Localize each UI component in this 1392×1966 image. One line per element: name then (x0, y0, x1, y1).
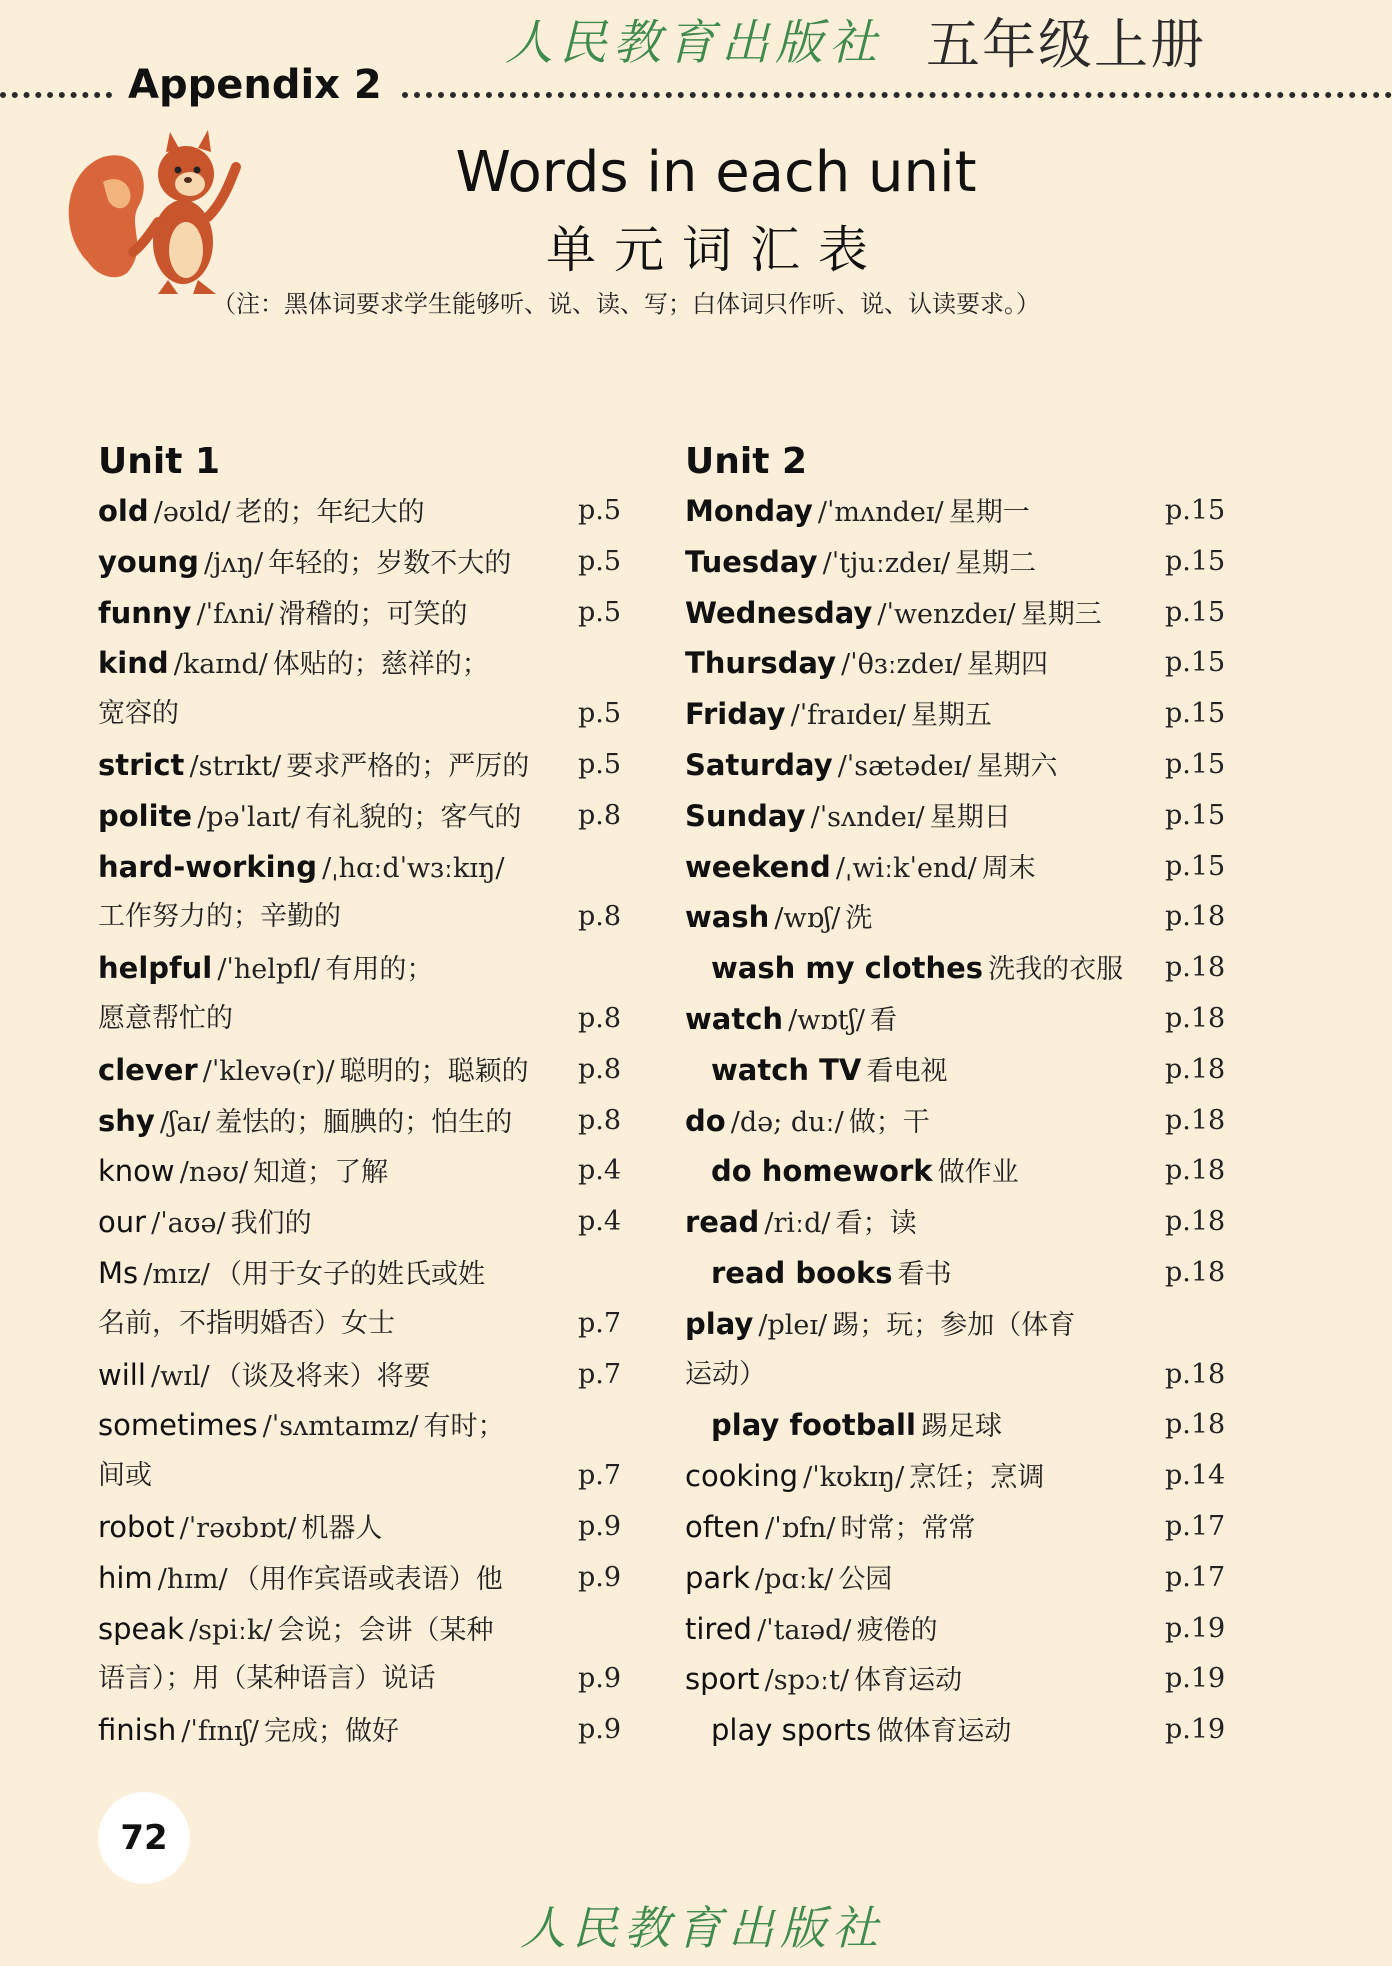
vocab-meaning: 做；干 (848, 1106, 930, 1138)
vocab-meaning: （用作宾语或表语）他 (232, 1563, 503, 1595)
vocab-meaning: 周末 (981, 852, 1036, 884)
vocab-meaning: 有礼貌的；客气的 (305, 801, 522, 833)
page-ref: p.7 (578, 1358, 622, 1390)
vocab-phonetic: /jʌŋ/ (203, 547, 264, 579)
page-ref: p.18 (1165, 1358, 1226, 1390)
vocab-meaning: 星期一 (948, 497, 1030, 528)
vocab-word: young (98, 544, 199, 579)
vocab-phonetic: /hɪm/ (157, 1563, 228, 1595)
page-ref: p.15 (1165, 596, 1226, 628)
vocab-meaning: 宽容的 (98, 698, 179, 730)
vocab-row (98, 1553, 620, 1604)
vocab-phonetic: /ˈfʌni/ (196, 598, 274, 630)
vocab-meaning: 名前，不指明婚否）女士 (98, 1307, 395, 1339)
page-ref: p.17 (1165, 1561, 1226, 1593)
page-ref: p.8 (578, 901, 622, 933)
vocab-word: our (98, 1205, 147, 1240)
vocab-word: watch (685, 1001, 784, 1036)
vocab-row (98, 1299, 620, 1350)
vocab-word: strict (98, 747, 185, 782)
vocab-phonetic: /ˈkʊkɪŋ/ (803, 1462, 905, 1494)
vocab-meaning: 踢足球 (921, 1411, 1003, 1443)
vocab-row (98, 1096, 620, 1147)
page-ref: p.15 (1165, 698, 1226, 730)
vocab-meaning: 看 (870, 1004, 898, 1036)
vocab-word: clever (98, 1052, 198, 1087)
vocab-row (685, 1299, 1225, 1350)
vocab-row (98, 1400, 620, 1451)
vocab-row (685, 486, 1225, 537)
vocab-phonetic: /wɒtʃ/ (788, 1004, 865, 1036)
vocab-word: read books (711, 1255, 893, 1290)
vocab-row (98, 588, 620, 639)
page-ref: p.5 (578, 495, 622, 526)
page-ref: p.7 (578, 1307, 622, 1339)
vocab-row (98, 1146, 620, 1197)
publisher-logo-bottom: 人民教育出版社 (520, 1901, 884, 1955)
vocab-phonetic: /ˈɒfn/ (765, 1512, 836, 1544)
page-ref: p.15 (1165, 545, 1226, 577)
page-title-cn: 单元词汇表 (546, 221, 886, 279)
vocab-meaning: 体育运动 (854, 1665, 963, 1697)
vocab-word: read (685, 1205, 760, 1240)
vocab-row (685, 791, 1225, 842)
vocab-phonetic: /ˈsʌmtaɪmz/ (262, 1411, 419, 1443)
unit-1-column (98, 438, 620, 1756)
page-ref: p.17 (1165, 1510, 1226, 1542)
vocab-meaning: 会说；会讲（某种 (277, 1614, 494, 1646)
page-ref: p.14 (1165, 1460, 1226, 1492)
page-ref: p.7 (578, 1460, 622, 1492)
page-ref: p.15 (1165, 495, 1226, 526)
vocab-meaning: 踢；玩；参加（体育 (832, 1309, 1076, 1341)
vocab-meaning: 看电视 (866, 1055, 948, 1087)
appendix-label: Appendix 2 (128, 62, 382, 108)
vocab-meaning: 体贴的；慈祥的； (272, 649, 489, 681)
page-ref: p.15 (1165, 647, 1226, 679)
vocab-meaning: 机器人 (301, 1512, 383, 1544)
vocab-phonetic: /ˈrəʊbɒt/ (179, 1512, 297, 1544)
vocab-word: old (98, 494, 149, 528)
vocab-meaning: 做体育运动 (876, 1716, 1012, 1748)
vocab-meaning: 工作努力的；辛勤的 (98, 901, 341, 933)
vocab-row (685, 1400, 1225, 1451)
vocab-word: Sunday (685, 798, 806, 833)
vocab-meaning: （谈及将来）将要 (214, 1360, 431, 1392)
vocab-row (98, 994, 620, 1045)
vocab-meaning: 滑稽的；可笑的 (278, 598, 468, 630)
vocab-phonetic: /ˈhelpfl/ (217, 954, 321, 986)
vocab-meaning: 做作业 (937, 1157, 1019, 1189)
vocab-row (685, 1197, 1225, 1248)
vocab-row (685, 689, 1225, 740)
page-title-en: Words in each unit (455, 140, 977, 205)
vocab-phonetic: /strɪkt/ (189, 750, 282, 782)
vocab-meaning: 公园 (838, 1563, 893, 1595)
unit-1-title: Unit 1 (98, 441, 220, 482)
vocab-word: funny (98, 595, 192, 630)
vocab-word: polite (98, 798, 193, 833)
vocab-meaning: 看；读 (835, 1208, 917, 1240)
vocab-word: park (685, 1560, 750, 1595)
vocab-row (685, 740, 1225, 791)
vocab-row (98, 740, 620, 791)
vocab-row (98, 638, 620, 689)
vocab-row (98, 1502, 620, 1553)
vocab-row (685, 1045, 1225, 1096)
vocab-phonetic: /də; duː/ (730, 1106, 844, 1138)
vocab-phonetic: /pɑːk/ (755, 1563, 834, 1595)
vocab-phonetic: /riːd/ (764, 1208, 831, 1240)
vocab-meaning: 完成；做好 (264, 1716, 399, 1748)
vocab-phonetic: /pleɪ/ (758, 1309, 828, 1341)
vocab-row (685, 1451, 1225, 1502)
vocab-row (685, 1553, 1225, 1604)
vocab-phonetic: /mɪz/ (143, 1258, 210, 1290)
vocab-phonetic: /əʊld/ (153, 497, 231, 528)
page-ref: p.15 (1165, 799, 1226, 831)
vocab-phonetic: /ˈsætədeɪ/ (837, 750, 972, 782)
vocab-phonetic: /nəʊ/ (179, 1157, 249, 1189)
page-ref: p.8 (578, 1053, 622, 1085)
unit-2-title: Unit 2 (685, 441, 807, 482)
publisher-logo-top: 人民教育出版社 (505, 15, 884, 71)
vocab-row (685, 994, 1225, 1045)
page-ref: p.18 (1165, 1104, 1226, 1136)
vocab-word: Saturday (685, 747, 833, 782)
vocab-word: do homework (711, 1154, 933, 1189)
vocab-phonetic: /kaɪnd/ (173, 649, 268, 681)
page-ref: p.19 (1165, 1663, 1226, 1695)
page-ref: p.15 (1165, 850, 1226, 882)
vocab-word: Monday (685, 494, 813, 528)
vocab-word: him (98, 1560, 153, 1595)
vocab-word: do (685, 1103, 726, 1138)
page-ref: p.19 (1165, 1714, 1226, 1746)
vocab-phonetic: /ˈmʌndeɪ/ (817, 497, 944, 528)
vocab-row (98, 1451, 620, 1502)
vocab-meaning: 星期日 (929, 801, 1011, 833)
vocab-word: sport (685, 1662, 760, 1697)
vocab-row (685, 1654, 1225, 1705)
vocab-phonetic: /ʃaɪ/ (159, 1106, 211, 1138)
vocab-meaning: 星期三 (1020, 598, 1102, 630)
page-ref: p.18 (1165, 1409, 1226, 1441)
vocab-meaning: 有时； (423, 1411, 505, 1443)
vocab-phonetic: /wɒʃ/ (774, 903, 841, 935)
vocab-phonetic: /pəˈlaɪt/ (197, 801, 301, 833)
vocab-phonetic: /ˌwiːkˈend/ (835, 852, 977, 884)
dotted-rule-right (402, 92, 1392, 98)
vocab-row (98, 537, 620, 588)
vocab-word: play football (711, 1408, 916, 1443)
vocab-row (685, 892, 1225, 943)
page-ref: p.9 (578, 1561, 622, 1593)
vocab-word: watch TV (711, 1052, 862, 1087)
vocab-meaning: 洗 (845, 903, 873, 935)
vocab-word: finish (98, 1713, 177, 1748)
vocab-word: wash (685, 900, 770, 935)
vocab-row (685, 842, 1225, 893)
vocab-row (98, 1604, 620, 1655)
page-ref: p.5 (578, 748, 622, 780)
vocab-meaning: 我们的 (230, 1208, 312, 1240)
vocab-word: sometimes (98, 1408, 258, 1443)
vocab-word: tired (685, 1611, 752, 1646)
vocab-word: weekend (685, 849, 831, 884)
vocab-word: Thursday (685, 646, 836, 681)
vocab-meaning: 疲倦的 (856, 1614, 938, 1646)
vocab-phonetic: /ˈfraɪdeɪ/ (790, 700, 906, 732)
vocab-row (98, 1248, 620, 1299)
vocab-row (98, 1350, 620, 1401)
vocab-row (98, 842, 620, 893)
vocab-word: play (685, 1306, 754, 1341)
vocab-row (98, 1654, 620, 1705)
page-ref: p.8 (578, 799, 622, 831)
page-ref: p.5 (578, 596, 622, 628)
vocab-row (98, 1045, 620, 1096)
instruction-note: （注：黑体词要求学生能够听、说、读、写；白体词只作听、说、认读要求。） (212, 290, 1040, 318)
page-ref: p.18 (1165, 1053, 1226, 1085)
vocab-word: play sports (711, 1713, 872, 1748)
vocab-phonetic: /ˈθɜːzdeɪ/ (841, 649, 962, 681)
vocab-word: shy (98, 1103, 155, 1138)
vocab-row (98, 1197, 620, 1248)
page-ref: p.18 (1165, 1206, 1226, 1238)
page-number: 72 (98, 1792, 190, 1884)
vocab-phonetic: /ˈfɪnɪʃ/ (181, 1716, 259, 1748)
page-ref: p.9 (578, 1663, 622, 1695)
vocab-meaning: 洗我的衣服 (988, 954, 1124, 986)
vocab-word: Ms (98, 1255, 139, 1290)
vocab-meaning: 看书 (897, 1258, 952, 1290)
vocab-row (685, 943, 1225, 994)
vocab-meaning: 时常；常常 (840, 1512, 976, 1544)
vocab-meaning: 星期五 (910, 700, 992, 732)
vocab-row (685, 1096, 1225, 1147)
vocab-row (98, 1705, 620, 1756)
vocab-meaning: 要求严格的；严厉的 (286, 750, 530, 782)
page-ref: p.4 (578, 1155, 622, 1187)
page-ref: p.8 (578, 1002, 622, 1034)
page-ref: p.18 (1165, 901, 1226, 933)
vocab-word: robot (98, 1509, 175, 1544)
vocab-row (98, 791, 620, 842)
vocab-word: Friday (685, 697, 786, 732)
vocab-row (685, 588, 1225, 639)
vocab-meaning: 有用的； (325, 954, 434, 986)
vocab-row (685, 1350, 1225, 1401)
page-ref: p.4 (578, 1206, 622, 1238)
page-ref: p.18 (1165, 1256, 1226, 1288)
vocab-meaning: 愿意帮忙的 (98, 1002, 233, 1034)
vocab-phonetic: /wɪl/ (150, 1360, 210, 1392)
page-ref: p.18 (1165, 1002, 1226, 1034)
vocab-meaning: 星期六 (976, 750, 1058, 782)
vocab-phonetic: /ˈtjuːzdeɪ/ (822, 547, 951, 579)
vocab-meaning: 语言）；用（某种语言）说话 (98, 1663, 436, 1695)
vocab-row (98, 892, 620, 943)
vocab-meaning: 年轻的；岁数不大的 (268, 547, 512, 579)
page-ref: p.18 (1165, 1155, 1226, 1187)
vocab-meaning: （用于女子的姓氏或姓 (214, 1258, 485, 1290)
page-ref: p.15 (1165, 748, 1226, 780)
vocab-word: helpful (98, 951, 213, 986)
vocab-word: Wednesday (685, 595, 873, 630)
vocab-row (98, 486, 620, 537)
dotted-rule-left (0, 92, 112, 98)
page-ref: p.9 (578, 1714, 622, 1746)
vocab-phonetic: /ˈaʊə/ (151, 1208, 226, 1240)
vocab-meaning: 星期四 (967, 649, 1048, 681)
vocab-row (685, 1248, 1225, 1299)
vocab-row (685, 1705, 1225, 1756)
page-ref: p.5 (578, 545, 622, 577)
page-ref: p.9 (578, 1510, 622, 1542)
vocab-meaning: 运动） (685, 1358, 766, 1390)
vocab-word: will (98, 1357, 146, 1392)
vocab-row (685, 537, 1225, 588)
grade-label: 五年级上册 (926, 13, 1206, 76)
vocab-phonetic: /ˈklevə(r)/ (202, 1055, 335, 1087)
vocab-meaning: 星期二 (955, 547, 1037, 579)
page-ref: p.19 (1165, 1612, 1226, 1644)
vocab-row (685, 638, 1225, 689)
page-ref: p.18 (1165, 952, 1226, 984)
vocab-word: often (685, 1509, 761, 1544)
vocab-word: cooking (685, 1459, 799, 1494)
vocab-phonetic: /ˈsʌndeɪ/ (810, 801, 925, 833)
vocab-meaning: 间或 (98, 1460, 152, 1492)
vocab-meaning: 羞怯的；腼腆的；怕生的 (215, 1106, 513, 1138)
vocab-row (98, 689, 620, 740)
vocab-row (685, 1146, 1225, 1197)
vocab-word: speak (98, 1611, 184, 1646)
vocab-word: kind (98, 646, 169, 681)
vocab-meaning: 烹饪；烹调 (909, 1462, 1045, 1494)
page-ref: p.5 (578, 698, 622, 730)
vocab-row (685, 1604, 1225, 1655)
vocab-word: wash my clothes (711, 951, 984, 986)
vocab-word: know (98, 1154, 175, 1189)
vocab-meaning: 老的；年纪大的 (235, 497, 425, 528)
vocab-row (685, 1502, 1225, 1553)
unit-2-column (685, 438, 1225, 1756)
vocab-phonetic: /ˈwenzdeɪ/ (877, 598, 1016, 630)
vocab-row (98, 943, 620, 994)
page-ref: p.8 (578, 1104, 622, 1136)
vocab-phonetic: /spiːk/ (189, 1614, 273, 1646)
vocab-word: hard-working (98, 849, 317, 884)
vocab-meaning: 聪明的；聪颖的 (339, 1055, 529, 1087)
vocab-meaning: 知道；了解 (253, 1157, 389, 1189)
vocab-phonetic: /ˈtaɪəd/ (757, 1614, 852, 1646)
vocab-phonetic: /ˌhɑːdˈwɜːkɪŋ/ (322, 852, 505, 884)
vocab-word: Tuesday (685, 544, 818, 579)
vocab-phonetic: /spɔːt/ (764, 1665, 850, 1697)
